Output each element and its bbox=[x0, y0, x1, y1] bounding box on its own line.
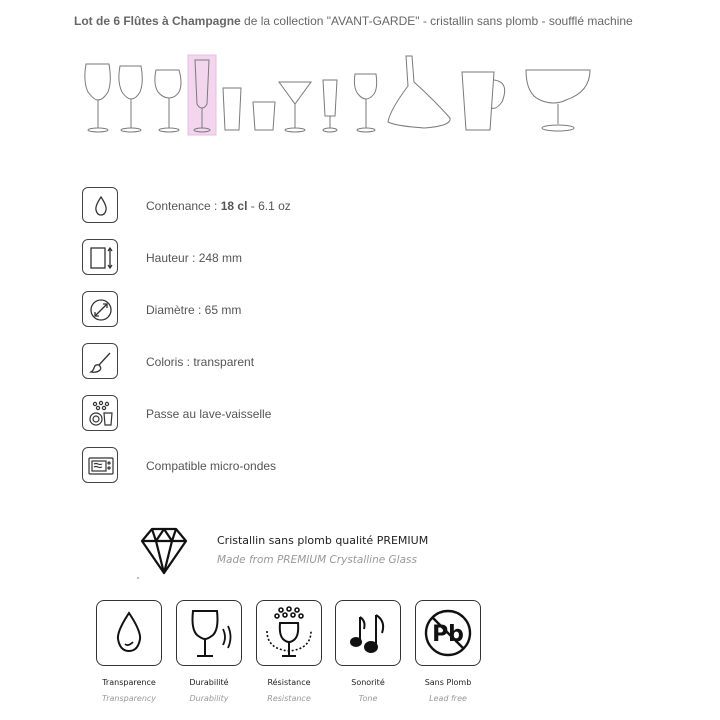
durability-glass-icon bbox=[176, 600, 242, 666]
lead-free-icon bbox=[415, 600, 481, 666]
feature-label-transparency: Transparence bbox=[102, 678, 156, 687]
feature-label-tone: Sonorité bbox=[351, 678, 385, 687]
diameter-icon bbox=[82, 291, 118, 327]
glass-item-wine-3[interactable] bbox=[155, 70, 181, 132]
product-title-rest: de la collection "AVANT-GARDE" - cristallin sans plomb - soufflé machine bbox=[240, 14, 633, 28]
glass-collection-strip bbox=[78, 52, 618, 136]
transparency-drop-icon bbox=[96, 600, 162, 666]
diamond-icon bbox=[140, 525, 188, 575]
glass-item-bowl[interactable] bbox=[526, 70, 590, 131]
music-notes-icon bbox=[335, 600, 401, 666]
lead-free-badge: Pb bbox=[432, 622, 464, 647]
feature-sub-lead-free: Lead free bbox=[429, 694, 467, 703]
feature-lead-free bbox=[415, 600, 485, 703]
feature-label-durability: Durabilité bbox=[189, 678, 229, 687]
spec-text-height: Hauteur : 248 mm bbox=[146, 251, 243, 265]
spec-text-capacity: Contenance : 18 cl - 6.1 oz bbox=[146, 199, 291, 213]
spec-row-height bbox=[82, 239, 482, 279]
glass-item-pitcher[interactable] bbox=[462, 72, 505, 130]
product-title-bold: Lot de 6 Flûtes à Champagne bbox=[74, 14, 241, 28]
glass-item-small-wine[interactable] bbox=[354, 74, 376, 132]
spec-row-microwave bbox=[82, 447, 482, 487]
feature-sub-transparency: Transparency bbox=[101, 694, 157, 703]
glass-item-tumbler-tall[interactable] bbox=[223, 88, 241, 130]
premium-subtitle: Made from PREMIUM Crystalline Glass bbox=[217, 554, 417, 566]
feature-resistance bbox=[256, 600, 326, 703]
premium-title: Cristallin sans plomb qualité PREMIUM bbox=[217, 534, 429, 547]
glass-item-tumbler-low[interactable] bbox=[253, 102, 275, 130]
feature-transparency bbox=[96, 600, 166, 703]
glass-item-shot[interactable] bbox=[323, 80, 337, 132]
feature-sub-durability: Durability bbox=[189, 694, 229, 703]
feature-tone bbox=[335, 600, 405, 703]
glass-item-wine-2[interactable] bbox=[119, 66, 142, 132]
spec-row-dishwasher bbox=[82, 395, 482, 435]
dishwasher-icon bbox=[82, 395, 118, 431]
brush-icon bbox=[82, 343, 118, 379]
feature-durability bbox=[176, 600, 246, 703]
glass-item-decanter[interactable] bbox=[388, 56, 450, 128]
spec-text-dishwasher: Passe au lave-vaisselle bbox=[146, 407, 272, 421]
spec-text-diameter: Diamètre : 65 mm bbox=[146, 303, 242, 317]
resistance-glass-icon bbox=[256, 600, 322, 666]
feature-sub-tone: Tone bbox=[358, 694, 378, 703]
product-title bbox=[74, 14, 633, 28]
spec-text-color: Coloris : transparent bbox=[146, 355, 255, 369]
spec-row-color bbox=[82, 343, 482, 383]
feature-label-lead-free: Sans Plomb bbox=[424, 678, 472, 687]
feature-sub-resistance: Resistance bbox=[267, 694, 311, 703]
glass-item-wine-1[interactable] bbox=[85, 64, 110, 132]
divider-dot bbox=[137, 577, 139, 579]
feature-label-resistance: Résistance bbox=[267, 678, 311, 687]
drop-icon bbox=[82, 187, 118, 223]
spec-row-capacity bbox=[82, 187, 482, 227]
height-icon bbox=[82, 239, 118, 275]
microwave-icon bbox=[82, 447, 118, 483]
spec-row-diameter bbox=[82, 291, 482, 331]
glass-item-martini[interactable] bbox=[279, 82, 311, 132]
spec-text-microwave: Compatible micro-ondes bbox=[146, 459, 277, 473]
